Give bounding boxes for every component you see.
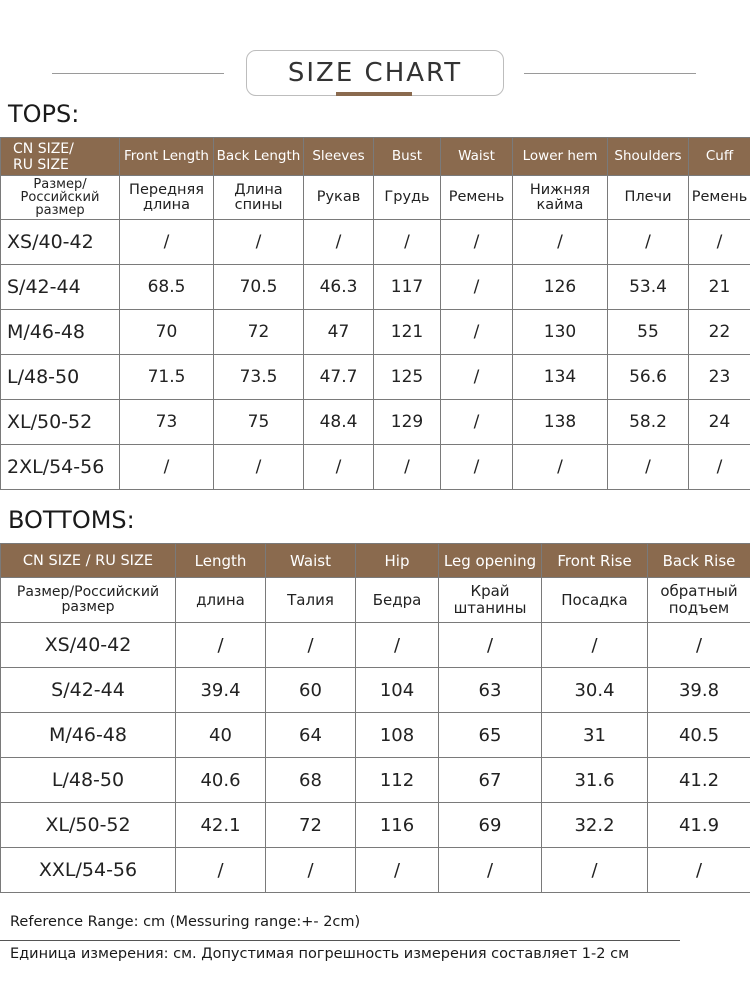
bottoms-header-4: Leg opening [439, 544, 542, 578]
tops-header-1: Front Length [120, 138, 214, 176]
tops-cell: / [441, 400, 513, 445]
tops-size-label: S/42-44 [1, 265, 120, 310]
tops-cell: / [214, 445, 304, 490]
tops-size-table [0, 137, 750, 490]
bottoms-cell: 32.2 [542, 803, 648, 848]
table-row [1, 848, 750, 893]
bottoms-cell: 68 [266, 758, 356, 803]
table-row [1, 265, 750, 310]
tops-cell: 46.3 [304, 265, 374, 310]
bottoms-cell: 39.4 [176, 668, 266, 713]
bottoms-cell: 112 [356, 758, 439, 803]
reference-range-note: Reference Range: cm (Messuring range:+- 2cm) [10, 914, 361, 930]
tops-cell: 24 [689, 400, 750, 445]
table-row [1, 445, 750, 490]
tops-header-0: CN SIZE/ RU SIZE [1, 138, 120, 176]
tops-header-8: Cuff [689, 138, 750, 176]
tops-size-label: M/46-48 [1, 310, 120, 355]
tops-cell: / [441, 310, 513, 355]
tops-cell: 48.4 [304, 400, 374, 445]
bottoms-header-2: Waist [266, 544, 356, 578]
tops-cell: 53.4 [608, 265, 689, 310]
tops-cell: / [374, 445, 441, 490]
tops-cell: / [120, 220, 214, 265]
tops-ru-header-5: Ремень [441, 176, 513, 220]
tops-cell: / [441, 220, 513, 265]
bottoms-cell: 31.6 [542, 758, 648, 803]
title-accent-bar [336, 92, 412, 96]
tops-cell: 121 [374, 310, 441, 355]
bottoms-cell: 30.4 [542, 668, 648, 713]
tops-cell: 70.5 [214, 265, 304, 310]
tops-cell: / [441, 445, 513, 490]
bottoms-size-label: S/42-44 [1, 668, 176, 713]
bottoms-cell: / [648, 848, 750, 893]
tops-cell: 73.5 [214, 355, 304, 400]
tops-cell: / [304, 220, 374, 265]
tops-cell: / [441, 265, 513, 310]
bottoms-ru-header-4: Край штанины [439, 578, 542, 623]
bottoms-cell: 41.9 [648, 803, 750, 848]
bottoms-size-table [0, 543, 750, 893]
bottoms-ru-header-2: Талия [266, 578, 356, 623]
bottoms-cell: 72 [266, 803, 356, 848]
bottoms-ru-header-6: обратный подъем [648, 578, 750, 623]
bottoms-cell: 104 [356, 668, 439, 713]
tops-size-label: XS/40-42 [1, 220, 120, 265]
tops-cell: 125 [374, 355, 441, 400]
bottoms-cell: 39.8 [648, 668, 750, 713]
bottoms-section-title: BOTTOMS: [8, 506, 135, 534]
bottoms-cell: 116 [356, 803, 439, 848]
tops-cell: 75 [214, 400, 304, 445]
bottoms-cell: 42.1 [176, 803, 266, 848]
table-row [1, 220, 750, 265]
tops-cell: / [689, 445, 750, 490]
tops-cell: / [374, 220, 441, 265]
tops-ru-header-4: Грудь [374, 176, 441, 220]
tops-cell: 134 [513, 355, 608, 400]
bottoms-cell: 64 [266, 713, 356, 758]
table-row [1, 713, 750, 758]
tops-header-3: Sleeves [304, 138, 374, 176]
tops-cell: 55 [608, 310, 689, 355]
bottoms-cell: 108 [356, 713, 439, 758]
bottoms-cell: 65 [439, 713, 542, 758]
tops-cell: / [608, 220, 689, 265]
tops-cell: 72 [214, 310, 304, 355]
tops-ru-header-3: Рукав [304, 176, 374, 220]
title-box [246, 50, 504, 96]
table-row [1, 310, 750, 355]
bottoms-ru-header-5: Посадка [542, 578, 648, 623]
tops-cell: 47 [304, 310, 374, 355]
bottoms-size-label: L/48-50 [1, 758, 176, 803]
table-row [1, 355, 750, 400]
bottoms-cell: / [542, 623, 648, 668]
table-row [1, 758, 750, 803]
table-row [1, 400, 750, 445]
tops-ru-header-0: Размер/ Российский размер [1, 176, 120, 220]
tops-cell: 117 [374, 265, 441, 310]
tops-cell: 22 [689, 310, 750, 355]
bottoms-cell: / [266, 623, 356, 668]
tops-ru-header-8: Ремень [689, 176, 750, 220]
bottoms-cell: 41.2 [648, 758, 750, 803]
page-title: SIZE CHART [287, 58, 463, 88]
tops-cell: / [304, 445, 374, 490]
bottoms-cell: 67 [439, 758, 542, 803]
tops-header-6: Lower hem [513, 138, 608, 176]
tops-cell: 126 [513, 265, 608, 310]
title-divider-left [52, 73, 224, 74]
tops-cell: / [120, 445, 214, 490]
tops-cell: 21 [689, 265, 750, 310]
bottoms-cell: / [176, 848, 266, 893]
bottoms-cell: 63 [439, 668, 542, 713]
bottoms-header-row [1, 544, 750, 578]
tops-cell: 68.5 [120, 265, 214, 310]
tops-header-4: Bust [374, 138, 441, 176]
tops-ru-header-1: Передняя длина [120, 176, 214, 220]
tops-cell: 130 [513, 310, 608, 355]
bottoms-ru-header-0: Размер/Российский размер [1, 578, 176, 623]
bottoms-ru-header-row [1, 578, 750, 623]
tops-cell: 56.6 [608, 355, 689, 400]
bottoms-size-label: M/46-48 [1, 713, 176, 758]
table-row [1, 803, 750, 848]
footer-divider [0, 940, 680, 941]
bottoms-cell: / [542, 848, 648, 893]
bottoms-ru-header-1: длина [176, 578, 266, 623]
tops-cell: / [689, 220, 750, 265]
bottoms-cell: / [266, 848, 356, 893]
bottoms-size-label: XS/40-42 [1, 623, 176, 668]
bottoms-header-0: CN SIZE / RU SIZE [1, 544, 176, 578]
bottoms-cell: / [176, 623, 266, 668]
tops-cell: 129 [374, 400, 441, 445]
tops-ru-header-7: Плечи [608, 176, 689, 220]
tops-cell: 70 [120, 310, 214, 355]
bottoms-cell: / [439, 623, 542, 668]
tops-header-7: Shoulders [608, 138, 689, 176]
tops-cell: 58.2 [608, 400, 689, 445]
tops-header-5: Waist [441, 138, 513, 176]
tops-cell: 71.5 [120, 355, 214, 400]
bottoms-cell: 31 [542, 713, 648, 758]
tops-header-2: Back Length [214, 138, 304, 176]
title-block [0, 50, 750, 96]
bottoms-header-6: Back Rise [648, 544, 750, 578]
bottoms-header-3: Hip [356, 544, 439, 578]
bottoms-cell: / [356, 848, 439, 893]
bottoms-cell: 40.5 [648, 713, 750, 758]
tops-cell: / [214, 220, 304, 265]
tops-cell: 23 [689, 355, 750, 400]
bottoms-size-label: XL/50-52 [1, 803, 176, 848]
tops-section-title: TOPS: [8, 100, 80, 128]
bottoms-cell: 69 [439, 803, 542, 848]
tops-cell: 138 [513, 400, 608, 445]
bottoms-cell: 60 [266, 668, 356, 713]
tops-ru-header-2: Длина спины [214, 176, 304, 220]
tops-ru-header-row [1, 176, 750, 220]
bottoms-size-label: XXL/54-56 [1, 848, 176, 893]
title-divider-right [524, 73, 696, 74]
tops-ru-header-6: Нижняя кайма [513, 176, 608, 220]
tops-cell: 47.7 [304, 355, 374, 400]
tops-size-label: L/48-50 [1, 355, 120, 400]
tops-cell: / [513, 220, 608, 265]
tops-cell: / [608, 445, 689, 490]
bottoms-ru-header-3: Бедра [356, 578, 439, 623]
bottoms-cell: 40.6 [176, 758, 266, 803]
reference-range-note-ru: Единица измерения: см. Допустимая погрешность измерения составляет 1-2 см [10, 946, 630, 962]
tops-cell: / [513, 445, 608, 490]
tops-cell: / [441, 355, 513, 400]
bottoms-cell: / [356, 623, 439, 668]
bottoms-cell: 40 [176, 713, 266, 758]
table-row [1, 668, 750, 713]
tops-cell: 73 [120, 400, 214, 445]
table-row [1, 623, 750, 668]
tops-size-label: 2XL/54-56 [1, 445, 120, 490]
bottoms-cell: / [648, 623, 750, 668]
tops-size-label: XL/50-52 [1, 400, 120, 445]
bottoms-cell: / [439, 848, 542, 893]
tops-header-row [1, 138, 750, 176]
bottoms-header-1: Length [176, 544, 266, 578]
bottoms-header-5: Front Rise [542, 544, 648, 578]
